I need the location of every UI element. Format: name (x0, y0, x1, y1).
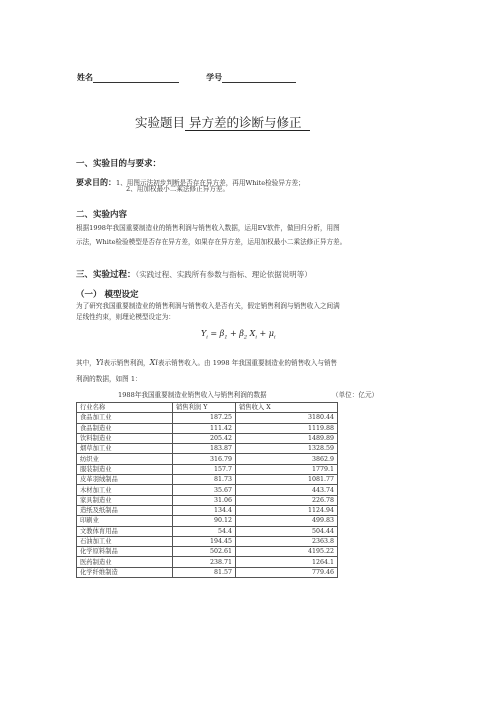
variable-definition-line-2: 利润的数据，如图 1： (76, 375, 142, 383)
cell-profit: 316.79 (173, 454, 236, 464)
table-header-row (77, 403, 338, 413)
cell-revenue: 3180.44 (236, 413, 338, 423)
cell-profit: 205.42 (173, 433, 236, 443)
section3-heading-row (76, 262, 312, 281)
cell-profit: 194.45 (173, 536, 236, 546)
cell-industry: 造纸及纸制品 (77, 505, 173, 515)
cell-industry: 烟草加工业 (77, 444, 173, 454)
table-row (77, 495, 338, 505)
cell-revenue: 499.83 (236, 516, 338, 526)
cell-profit: 31.06 (173, 495, 236, 505)
title-prefix: 实验题目 (135, 115, 186, 130)
column-header-profit: 销售利润 Y (173, 403, 236, 413)
data-table (76, 402, 338, 578)
table-row (77, 505, 338, 515)
cell-revenue: 226.78 (236, 495, 338, 505)
cell-revenue: 1328.59 (236, 444, 338, 454)
cell-profit: 238.71 (173, 557, 236, 567)
cell-revenue: 3862.9 (236, 454, 338, 464)
cell-industry: 木材加工业 (77, 485, 173, 495)
table-row (77, 526, 338, 536)
table-row (77, 444, 338, 454)
section2-heading: 二、实验内容 (76, 210, 128, 220)
table-row (77, 567, 338, 577)
table-row (77, 536, 338, 546)
section2-line-2: 示法，White检验模型是否存在异方差，如果存在异方差，运用加权最小二乘法修正异方差。 (76, 238, 347, 246)
table-caption: 1988年我国重要制造业销售收入与销售利润的数据 (118, 391, 267, 399)
cell-industry: 食品加工业 (77, 413, 173, 423)
cell-revenue: 1124.94 (236, 505, 338, 515)
purpose-item-2: 2、用加权最小二乘法修正异方差。 (126, 185, 230, 193)
table-unit: （单位：亿元） (332, 391, 379, 399)
table-row (77, 516, 338, 526)
cell-profit: 54.4 (173, 526, 236, 536)
name-field[interactable] (93, 73, 179, 83)
cell-industry: 纺织业 (77, 454, 173, 464)
cell-industry: 石油加工业 (77, 536, 173, 546)
name-label: 姓名 (77, 72, 93, 82)
cell-profit: 187.25 (173, 413, 236, 423)
table-row (77, 454, 338, 464)
symbol-x: Xi (149, 358, 158, 367)
symbol-y: Yi (95, 358, 104, 367)
cell-industry: 饮料制造业 (77, 433, 173, 443)
header-line (77, 72, 296, 83)
cell-profit: 90.12 (173, 516, 236, 526)
cell-industry: 化学原料制品 (77, 547, 173, 557)
cell-profit: 157.7 (173, 464, 236, 474)
column-header-revenue: 销售收入 X (236, 403, 338, 413)
model-line-1: 为了研究我国重要制造业的销售利润与销售收入是否有关，假定销售利润与销售收入之间满 (76, 302, 340, 310)
cell-profit: 502.61 (173, 547, 236, 557)
cell-revenue: 2363.8 (236, 536, 338, 546)
cell-industry: 化学纤维制造 (77, 567, 173, 577)
section3-heading: 三、实验过程： (76, 270, 136, 280)
table-row (77, 475, 338, 485)
cell-profit: 111.42 (173, 423, 236, 433)
cell-profit: 81.57 (173, 567, 236, 577)
table-row (77, 423, 338, 433)
cell-revenue: 4195.22 (236, 547, 338, 557)
model-spec-heading: （一） 模型设定 (76, 290, 139, 300)
cell-revenue: 1119.88 (236, 423, 338, 433)
section2-line-1: 根据1998年我国重要制造业的销售利润与销售收入数据，运用EV软件，做回归分析，用图 (76, 224, 340, 232)
cell-industry: 印刷业 (77, 516, 173, 526)
cell-revenue: 1081.77 (236, 475, 338, 485)
column-header-industry: 行业名称 (77, 403, 173, 413)
purpose-label: 要求目的： (76, 177, 116, 187)
table-row (77, 557, 338, 567)
cell-profit: 134.4 (173, 505, 236, 515)
table-row (77, 413, 338, 423)
cell-revenue: 1264.1 (236, 557, 338, 567)
section3-heading-note: （实践过程、实践所有参数与指标、理论依据说明等） (135, 270, 312, 279)
def-x: 表示销售收入。由 1998 年我国重要制造业的销售收入与销售 (157, 359, 338, 367)
cell-industry: 皮革羽绒制品 (77, 475, 173, 485)
cell-revenue: 504.44 (236, 526, 338, 536)
section1-heading: 一、实验目的与要求： (76, 159, 162, 169)
cell-revenue: 1489.89 (236, 433, 338, 443)
cell-revenue: 1779.1 (236, 464, 338, 474)
table-row (77, 485, 338, 495)
cell-industry: 服装制造业 (77, 464, 173, 474)
title-topic: 异方差的诊断与修正 (185, 115, 310, 131)
student-id-label: 学号 (206, 72, 223, 82)
cell-revenue: 443.74 (236, 485, 338, 495)
cell-profit: 183.87 (173, 444, 236, 454)
cell-industry: 医药制造业 (77, 557, 173, 567)
cell-profit: 81.73 (173, 475, 236, 485)
def-y: 表示销售利润， (103, 359, 150, 367)
table-row (77, 464, 338, 474)
variable-definition-line-1 (76, 357, 337, 367)
model-line-2: 足线性约束，则理论模型设定为： (76, 313, 175, 321)
purpose-item-1: 1、用图示法初步判断是否存在异方差，再用White检验异方差； (116, 179, 305, 187)
regression-formula: $Y_i = \beta_1 + \beta_2$ $X_i + \mu_i$ (201, 329, 276, 341)
def-prefix: 其中， (76, 359, 96, 367)
cell-industry: 食品制造业 (77, 423, 173, 433)
table-row (77, 433, 338, 443)
table-row (77, 547, 338, 557)
page-title (135, 113, 310, 131)
student-id-field[interactable] (222, 73, 296, 83)
cell-revenue: 779.46 (236, 567, 338, 577)
cell-profit: 35.67 (173, 485, 236, 495)
cell-industry: 文教体育用品 (77, 526, 173, 536)
cell-industry: 家具制造业 (77, 495, 173, 505)
